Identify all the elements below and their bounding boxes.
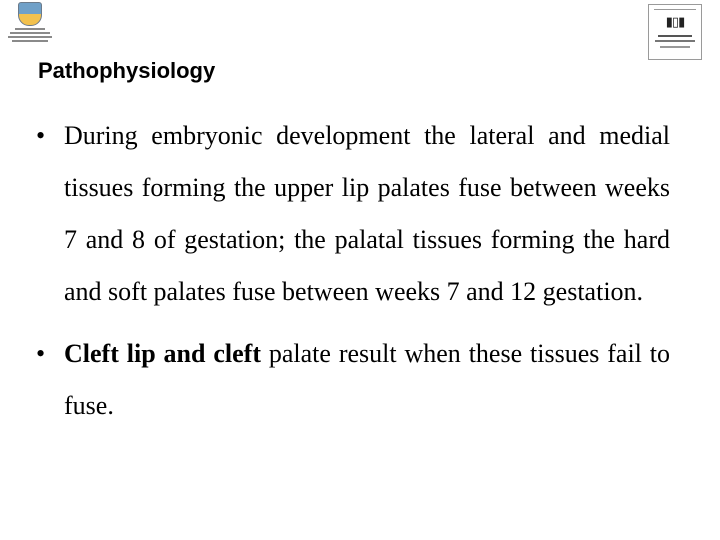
- bullet-text: [64, 328, 670, 432]
- logo-text-line: [660, 46, 690, 48]
- logo-text-line: [8, 36, 52, 38]
- logo-border-line: [654, 9, 696, 10]
- logo-text-line: [12, 40, 48, 42]
- nursing-college-logo: [648, 4, 702, 60]
- slide-title: Pathophysiology: [38, 58, 216, 83]
- bullet-text-rest: palate result when these tissues fail to fuse.: [64, 339, 670, 420]
- bullet-list: [36, 110, 670, 442]
- college-crest-logo: [4, 2, 56, 48]
- nursing-college-logo-icon: ▮▯▮: [665, 15, 685, 30]
- bullet-item: [36, 328, 670, 432]
- bullet-item: [36, 110, 670, 318]
- bullet-icon: •: [36, 121, 46, 150]
- bold-phrase: Cleft lip and cleft: [64, 339, 261, 368]
- bullet-icon: •: [36, 339, 46, 368]
- logo-text-line: [15, 28, 45, 30]
- logo-text-line: [10, 32, 50, 34]
- logo-text-line: [658, 35, 692, 37]
- college-crest-icon: [18, 2, 42, 26]
- bullet-text: During embryonic development the lateral and medial tissues forming the upper lip palates fuse between weeks 7 and 8 of gestation; the palatal tissues forming the hard and soft palates fuse between weeks 7 and 12 gestation.: [64, 121, 670, 306]
- logo-text-line: [655, 40, 695, 42]
